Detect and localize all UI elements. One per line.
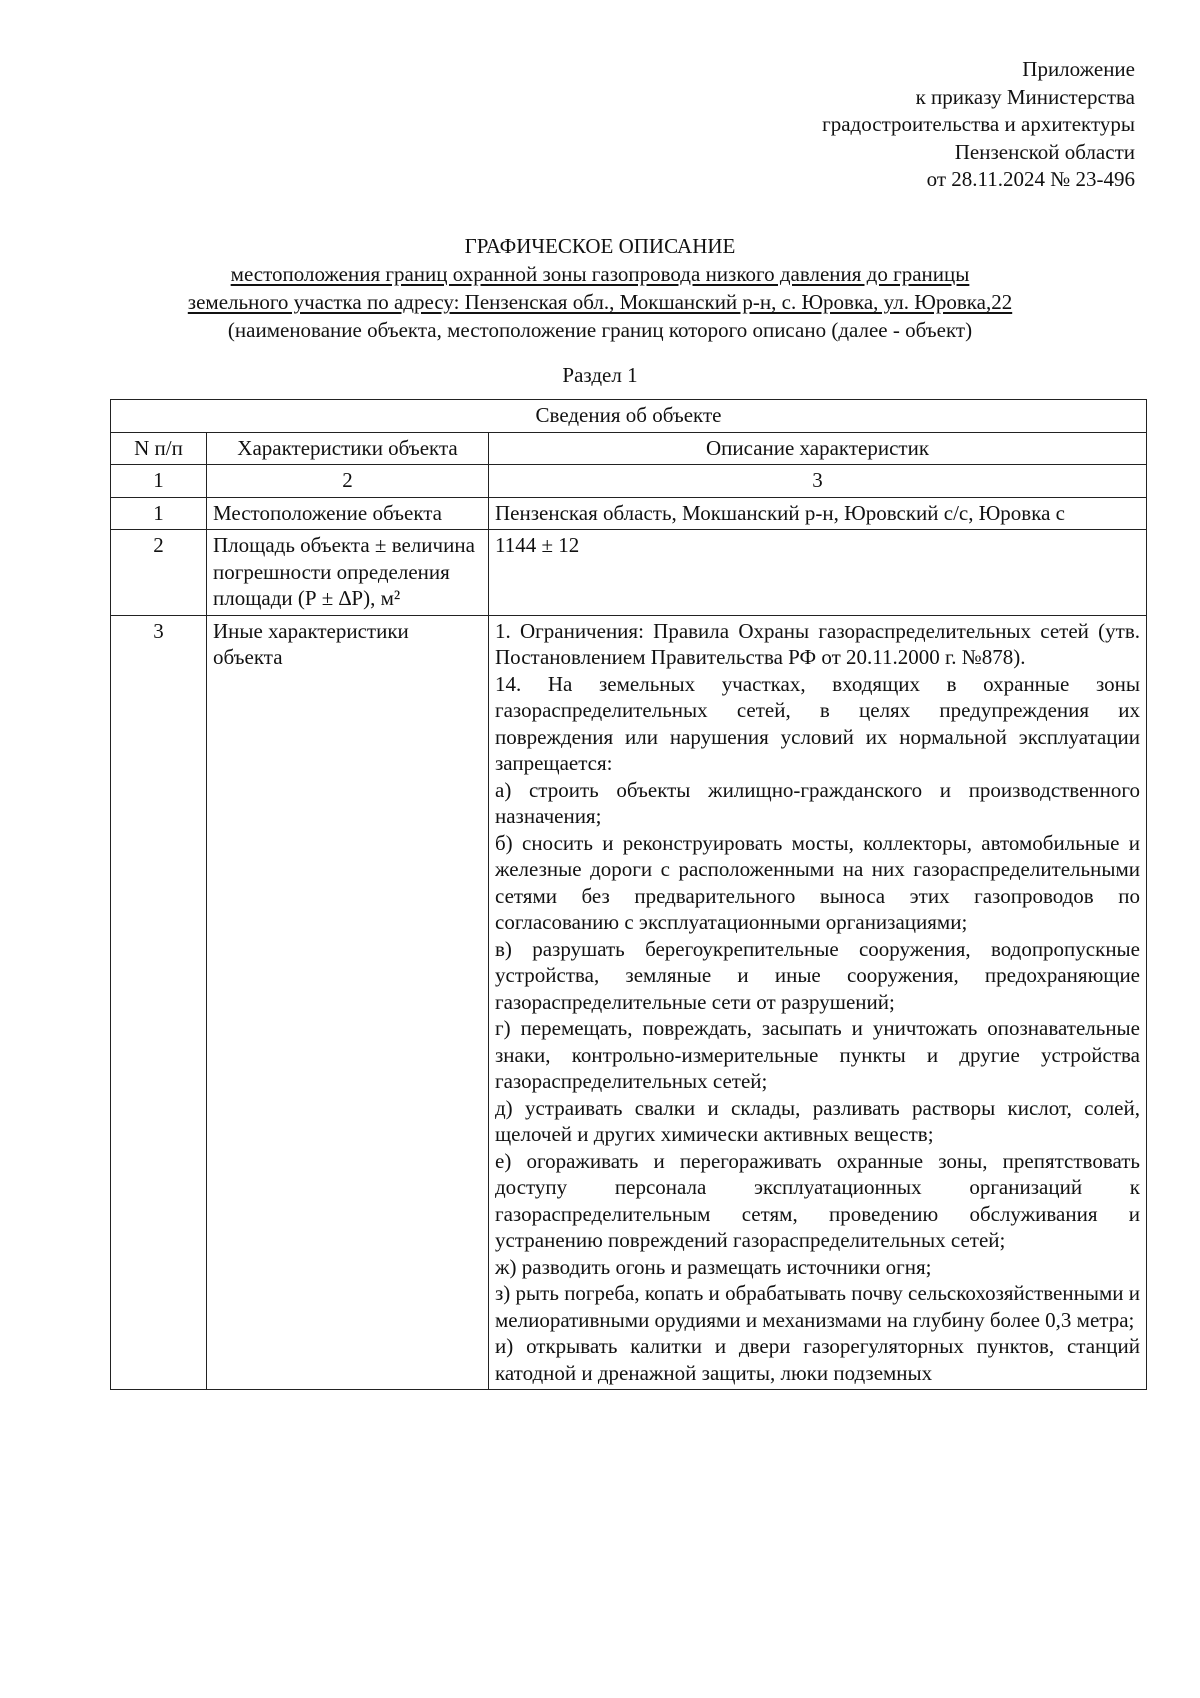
column-number: 1: [111, 465, 207, 498]
object-info-table: [110, 399, 1147, 1390]
table-row: [111, 615, 1147, 1390]
column-number: 3: [489, 465, 1147, 498]
column-header-characteristic: Характеристики объекта: [207, 432, 489, 465]
appendix-block: [822, 56, 1135, 194]
description-paragraph: г) перемещать, повреждать, засыпать и уничтожать опознавательные знаки, контрольно-измерительные пункты и другие устройства газораспределительных сетей;: [495, 1016, 1140, 1093]
document-subtitle-line-1: местоположения границ охранной зоны газопровода низкого давления до границы: [230, 262, 970, 286]
row-characteristic: Площадь объекта ± величина погрешности определения площади (Р ± ∆Р), м²: [207, 530, 489, 616]
column-header-description: Описание характеристик: [489, 432, 1147, 465]
appendix-line: к приказу Министерства: [915, 84, 1135, 109]
description-paragraph: ж) разводить огонь и размещать источники огня;: [495, 1254, 932, 1279]
description-paragraph: д) устраивать свалки и склады, разливать растворы кислот, солей, щелочей и других химически активных веществ;: [495, 1095, 1140, 1146]
row-number: 2: [111, 530, 207, 616]
document-subtitle-line-2: земельного участка по адресу: Пензенская обл., Мокшанский р-н, с. Юровка, ул. Юровка,22: [187, 290, 1013, 314]
description-paragraph: 1. Ограничения: Правила Охраны газораспределительных сетей (утв. Постановлением Правительства РФ от 20.11.2000 г. №878).: [495, 618, 1140, 669]
row-characteristic: Иные характеристики объекта: [207, 615, 489, 1390]
description-paragraph: в) разрушать берегоукрепительные сооружения, водопропускные устройства, земляные и иные сооружения, предохраняющие газораспределительные сети от разрушений;: [495, 936, 1140, 1014]
description-paragraph: з) рыть погреба, копать и обрабатывать почву сельскохозяйственными и мелиоративными орудиями и механизмами на глубину более 0,3 метра;: [495, 1281, 1140, 1332]
table-row: [111, 530, 1147, 616]
document-title: ГРАФИЧЕСКОЕ ОПИСАНИЕ: [464, 234, 736, 258]
appendix-line: градостроительства и архитектуры: [822, 112, 1135, 136]
row-description: [489, 615, 1147, 1390]
row-number: 1: [111, 497, 207, 530]
description-paragraph: и) открывать калитки и двери газорегуляторных пунктов, станций катодной и дренажной защиты, люки подземных: [495, 1334, 1140, 1385]
row-number: 3: [111, 615, 207, 1390]
description-paragraph: б) сносить и реконструировать мосты, коллекторы, автомобильные и железные дороги с расположенными на них газораспределительными сетями без предварительного выноса этих газопроводов по согласованию с эксплуатационными организациями;: [495, 830, 1140, 934]
section-heading: Раздел 1: [562, 363, 638, 387]
description-paragraph: 14. На земельных участках, входящих в охранные зоны газораспределительных сетей, в целях предупреждения их повреждения или нарушения условий их нормальной эксплуатации запрещается:: [495, 671, 1140, 775]
column-number: 2: [207, 465, 489, 498]
row-description: [489, 530, 1147, 616]
document-note: (наименование объекта, местоположение границ которого описано (далее - объект): [227, 318, 973, 342]
column-header-number: N п/п: [111, 432, 207, 465]
description-paragraph: Пензенская область, Мокшанский р-н, Юровский с/с, Юровка с: [495, 500, 1065, 525]
row-characteristic: Местоположение объекта: [207, 497, 489, 530]
row-description: [489, 497, 1147, 530]
document-header: [0, 232, 1200, 344]
description-paragraph: 1144 ± 12: [495, 533, 580, 557]
description-paragraph: е) огораживать и перегораживать охранные зоны, препятствовать доступу персонала эксплуатационных организаций к газораспределительным сетям, проведению обслуживания и устранению повреждений газораспределительных сетей;: [495, 1148, 1140, 1252]
table-row: [111, 497, 1147, 530]
description-paragraph: а) строить объекты жилищно-гражданского и производственного назначения;: [495, 777, 1140, 828]
table-caption-row: [111, 400, 1147, 433]
appendix-line: Приложение: [1022, 57, 1135, 81]
appendix-line: от 28.11.2024 № 23-496: [926, 167, 1135, 191]
table-header-row: [111, 432, 1147, 465]
table-caption: Сведения об объекте: [111, 400, 1147, 433]
table-number-row: [111, 465, 1147, 498]
appendix-line: Пензенской области: [954, 139, 1135, 164]
